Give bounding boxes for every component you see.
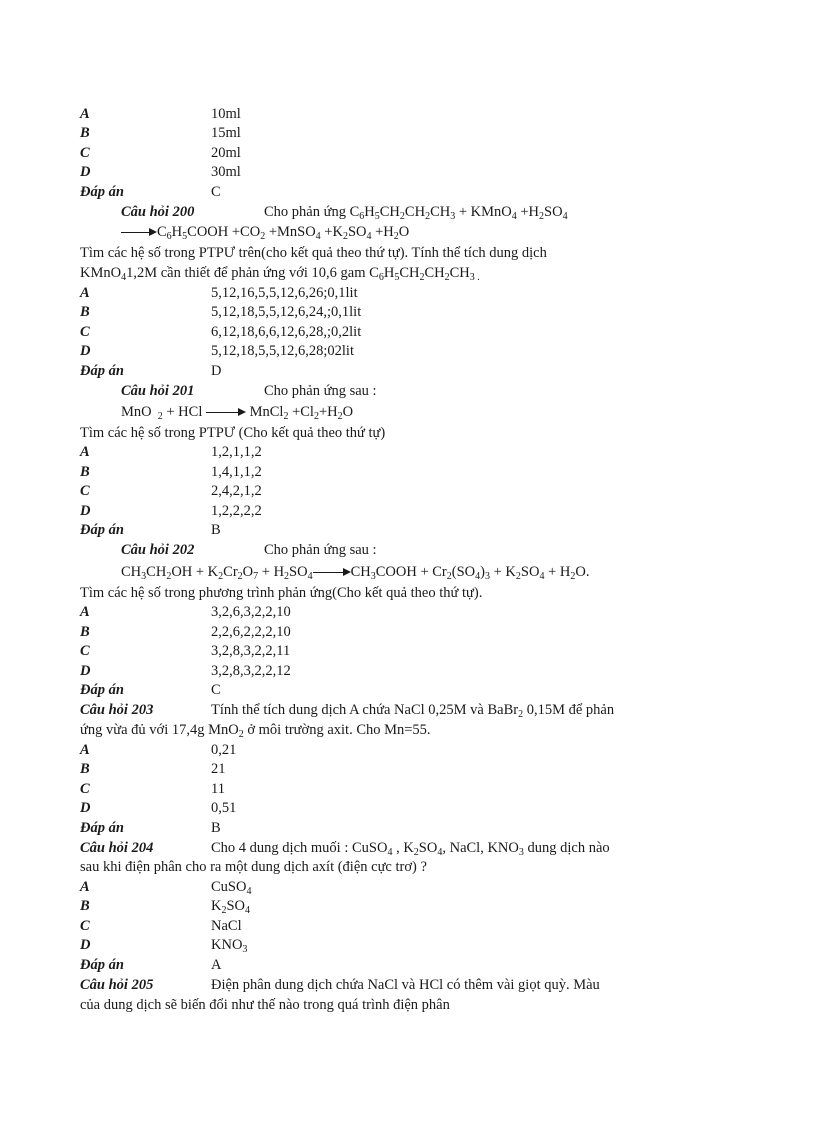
option-value: 5,12,18,5,5,12,6,24,;0,1lit: [211, 304, 362, 320]
answer-label: Đáp án: [80, 820, 124, 836]
answer-value: B: [211, 820, 221, 836]
question-header: Câu hỏi 203 Tính thể tích dung dịch A chứa NaCl 0,25M và BaBr$_2$ 0,15M để phản: [80, 702, 615, 720]
answer-label: Đáp án: [80, 957, 124, 973]
option-label: B: [80, 761, 90, 777]
answer-value: C: [211, 682, 221, 698]
option-label: C: [80, 324, 90, 340]
option-row: [80, 482, 262, 500]
option-value: $K_2SO_4$: [211, 898, 251, 916]
question-header: [121, 382, 377, 400]
reaction-arrow-icon: [313, 568, 351, 578]
option-value: 1,2,2,2,2: [211, 503, 262, 519]
answer-row: [80, 521, 221, 539]
option-label: D: [80, 937, 91, 953]
option-value: 3,2,6,3,2,2,10: [211, 604, 291, 620]
option-label: D: [80, 503, 91, 519]
option-label: D: [80, 343, 91, 359]
question-text: sau khi điện phân cho ra một dung dịch axít (điện cực trơ) ?: [80, 859, 427, 875]
option-row: [80, 105, 241, 123]
option-row: [80, 799, 236, 817]
option-value: 5,12,18,5,5,12,6,28;02lit: [211, 343, 354, 359]
question-title: Câu hỏi 202: [121, 542, 195, 558]
option-label: A: [80, 106, 90, 122]
option-row: [80, 897, 250, 915]
answer-label: Đáp án: [80, 522, 124, 538]
option-label: B: [80, 624, 90, 640]
option-row: [80, 303, 361, 321]
answer-label: Đáp án: [80, 363, 124, 379]
question-title: Câu hỏi 204: [80, 840, 154, 856]
question-header: [121, 541, 377, 559]
option-label: C: [80, 781, 90, 797]
option-label: A: [80, 604, 90, 620]
option-value: 15ml: [211, 125, 241, 141]
option-row: [80, 124, 241, 142]
option-value: 21: [211, 761, 226, 777]
option-value: 0,21: [211, 742, 237, 758]
option-label: A: [80, 742, 90, 758]
option-label: B: [80, 304, 90, 320]
reaction-arrow-icon: [206, 408, 246, 418]
option-row: [80, 642, 290, 660]
option-row: [80, 323, 361, 341]
option-row: [80, 144, 241, 162]
answer-value: A: [211, 957, 222, 973]
option-row: [80, 623, 291, 641]
option-row: [80, 342, 354, 360]
question-title: Câu hỏi 205: [80, 977, 154, 993]
option-label: C: [80, 643, 90, 659]
question-header: [121, 203, 568, 221]
option-label: D: [80, 164, 91, 180]
equation: $CH_3CH_2OH + K_2Cr_2O_7 + H_2SO_4$ $CH_3COOH + Cr_2(SO_4)_3 + K_2SO_4 + H_2O$.: [121, 564, 590, 582]
option-value: 3,2,8,3,2,2,11: [211, 643, 291, 659]
question-header: Câu hỏi 205 Điện phân dung dịch chứa NaCl và HCl có thêm vài giọt quỳ. Màu: [80, 977, 600, 993]
question-intro: Cho phản ứng: [264, 204, 346, 220]
option-value: 2,4,2,1,2: [211, 483, 262, 499]
option-label: D: [80, 800, 91, 816]
equation: MnO $_2$ + HCl MnCl$_2$ $+Cl_2+H_2O$: [121, 404, 354, 422]
option-row: [80, 284, 358, 302]
option-row: [80, 760, 226, 778]
option-value: CuSO$_4$: [211, 879, 252, 897]
option-row: [80, 878, 251, 896]
option-label: B: [80, 464, 90, 480]
question-title: Câu hỏi 201: [121, 383, 195, 399]
option-label: C: [80, 145, 90, 161]
option-row: [80, 936, 247, 954]
option-row: [80, 741, 236, 759]
answer-row: [80, 183, 221, 201]
option-row: [80, 780, 225, 798]
option-value: 10ml: [211, 106, 241, 122]
question-text: Tìm các hệ số trong phương trình phản ứng(Cho kết quả theo thứ tự).: [80, 585, 483, 601]
equation: $C_6H_5CH_2CH_2CH_3$ + KMnO$_4$ $+H_2SO_4$: [349, 204, 568, 222]
option-label: B: [80, 898, 90, 914]
equation-products: $C_6H_5COOH +CO_2$ +MnSO$_4$ $+K_2SO_4 +H_2O$: [121, 223, 409, 241]
answer-label: Đáp án: [80, 184, 124, 200]
option-value: 1,4,1,1,2: [211, 464, 262, 480]
option-row: [80, 443, 262, 461]
answer-row: [80, 819, 221, 837]
option-value: 2,2,6,2,2,2,10: [211, 624, 291, 640]
answer-row: [80, 362, 221, 380]
option-value: 0,51: [211, 800, 237, 816]
option-value: NaCl: [211, 918, 242, 934]
option-value: 5,12,16,5,5,12,6,26;0,1lit: [211, 285, 358, 301]
option-value: 11: [211, 781, 225, 797]
question-text: KMnO$_4$1,2M cần thiết để phản ứng với 10,6 gam $C_6H_5CH_2CH_2CH_{3 .}$: [80, 265, 480, 283]
question-header: Câu hỏi 204 Cho 4 dung dịch muối : CuSO$_4$ , $K_2SO_4$, NaCl, $KNO_3$ dung dịch nào: [80, 840, 610, 858]
answer-value: B: [211, 522, 221, 538]
option-label: B: [80, 125, 90, 141]
answer-value: D: [211, 363, 222, 379]
option-row: [80, 603, 291, 621]
option-value: 3,2,8,3,2,2,12: [211, 663, 291, 679]
answer-value: C: [211, 184, 221, 200]
question-intro: Cho phản ứng sau :: [264, 542, 377, 558]
option-value: $KNO_3$: [211, 937, 248, 955]
option-row: [80, 502, 262, 520]
option-row: [80, 917, 242, 935]
question-intro: Cho phản ứng sau :: [264, 383, 377, 399]
option-value: 6,12,18,6,6,12,6,28,;0,2lit: [211, 324, 362, 340]
question-text: của dung dịch sẽ biến đổi như thế nào trong quá trình điện phân: [80, 997, 450, 1013]
option-label: C: [80, 918, 90, 934]
answer-row: [80, 956, 221, 974]
option-label: C: [80, 483, 90, 499]
answer-row: [80, 681, 221, 699]
question-text: Tìm các hệ số trong PTPƯ trên(cho kết quả theo thứ tự). Tính thể tích dung dịch: [80, 245, 547, 261]
reaction-arrow-icon: [121, 228, 157, 238]
option-row: [80, 463, 262, 481]
option-row: [80, 662, 291, 680]
option-value: 20ml: [211, 145, 241, 161]
answer-label: Đáp án: [80, 682, 124, 698]
option-row: [80, 163, 241, 181]
question-text: ứng vừa đủ với 17,4g MnO$_2$ ở môi trường axit. Cho Mn=55.: [80, 722, 431, 740]
option-label: A: [80, 879, 90, 895]
question-title: Câu hỏi 200: [121, 204, 195, 220]
option-label: A: [80, 285, 90, 301]
option-label: D: [80, 663, 91, 679]
option-label: A: [80, 444, 90, 460]
question-text: Tìm các hệ số trong PTPƯ (Cho kết quả theo thứ tự): [80, 425, 386, 441]
option-value: 30ml: [211, 164, 241, 180]
question-title: Câu hỏi 203: [80, 702, 154, 718]
option-value: 1,2,1,1,2: [211, 444, 262, 460]
